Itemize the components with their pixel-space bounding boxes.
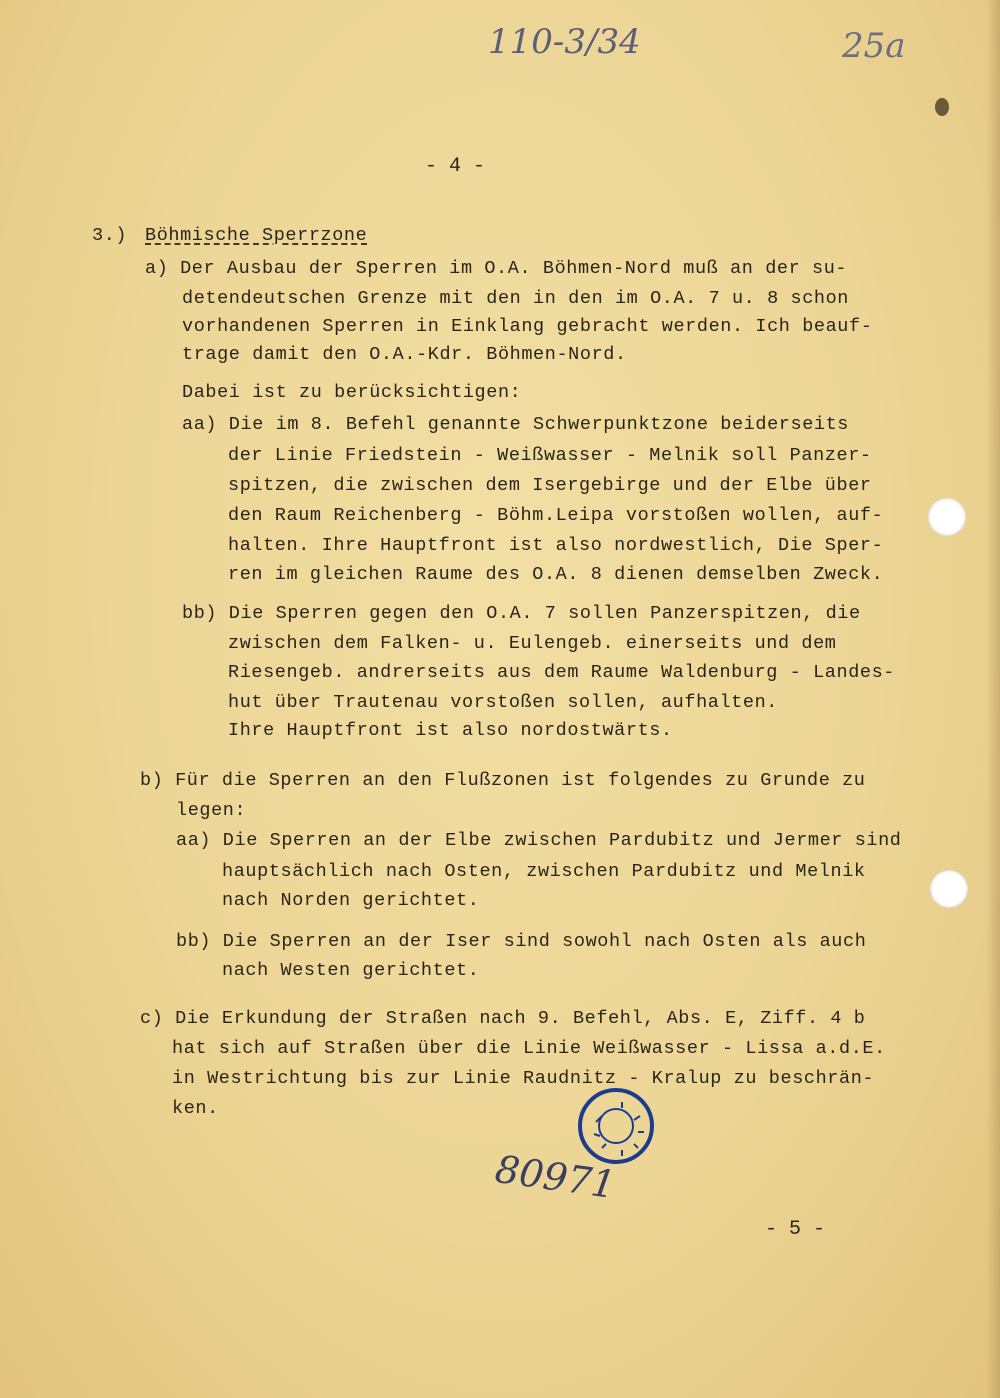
- text-line: hut über Trautenau vorstoßen sollen, aufhalten.: [228, 692, 778, 713]
- page-edge-shadow: [986, 0, 1000, 1398]
- text-line: Dabei ist zu berücksichtigen:: [182, 382, 522, 403]
- text-line: ken.: [172, 1098, 219, 1119]
- text-line: hauptsächlich nach Osten, zwischen Pardubitz und Melnik: [222, 861, 866, 882]
- text-line: ren im gleichen Raume des O.A. 8 dienen demselben Zweck.: [228, 564, 884, 585]
- text-line: c) Die Erkundung der Straßen nach 9. Befehl, Abs. E, Ziff. 4 b: [140, 1008, 866, 1029]
- text-line: in Westrichtung bis zur Linie Raudnitz - Kralup zu beschrän-: [172, 1068, 875, 1089]
- punch-hole: [928, 498, 966, 536]
- text-line: trage damit den O.A.-Kdr. Böhmen-Nord.: [182, 344, 627, 365]
- text-line: den Raum Reichenberg - Böhm.Leipa vorstoßen wollen, auf-: [228, 505, 884, 526]
- text-line: legen:: [176, 800, 247, 821]
- page-header: - 4 -: [425, 155, 486, 178]
- page-footer: - 5 -: [765, 1218, 826, 1241]
- text-line: detendeutschen Grenze mit den in den im O.A. 7 u. 8 schon: [182, 288, 850, 309]
- text-line: vorhandenen Sperren in Einklang gebracht werden. Ich beauf-: [182, 316, 873, 337]
- text-line: Ihre Hauptfront ist also nordostwärts.: [228, 720, 673, 741]
- text-line: spitzen, die zwischen dem Isergebirge und der Elbe über: [228, 475, 872, 496]
- punch-hole: [930, 870, 968, 908]
- text-line: der Linie Friedstein - Weißwasser - Melnik soll Panzer-: [228, 445, 872, 466]
- text-line: b) Für die Sperren an den Flußzonen ist folgendes zu Grunde zu: [140, 770, 866, 791]
- archive-stamp: [578, 1088, 654, 1164]
- text-line: nach Norden gerichtet.: [222, 890, 480, 911]
- text-line: bb) Die Sperren an der Iser sind sowohl nach Osten als auch: [176, 931, 867, 952]
- archive-number-annotation: 80971: [492, 1146, 619, 1208]
- file-reference-annotation: 110-3/34: [488, 22, 641, 62]
- text-line: aa) Die im 8. Befehl genannte Schwerpunktzone beiderseits: [182, 414, 850, 435]
- section-title: Böhmische Sperrzone: [145, 225, 368, 246]
- text-line: hat sich auf Straßen über die Linie Weißwasser - Lissa a.d.E.: [172, 1038, 886, 1059]
- text-line: bb) Die Sperren gegen den O.A. 7 sollen Panzerspitzen, die: [182, 603, 861, 624]
- text-line: a) Der Ausbau der Sperren im O.A. Böhmen-Nord muß an der su-: [145, 258, 848, 279]
- text-line: zwischen dem Falken- u. Eulengeb. einerseits und dem: [228, 633, 837, 654]
- ink-smudge: [935, 98, 949, 116]
- sheet-number-annotation: 25a: [842, 26, 906, 66]
- text-line: aa) Die Sperren an der Elbe zwischen Pardubitz und Jermer sind: [176, 830, 902, 851]
- section-number: 3.): [92, 225, 128, 246]
- text-line: nach Westen gerichtet.: [222, 960, 480, 981]
- text-line: Riesengeb. andrerseits aus dem Raume Waldenburg - Landes-: [228, 662, 896, 683]
- text-line: halten. Ihre Hauptfront ist also nordwestlich, Die Sper-: [228, 535, 884, 556]
